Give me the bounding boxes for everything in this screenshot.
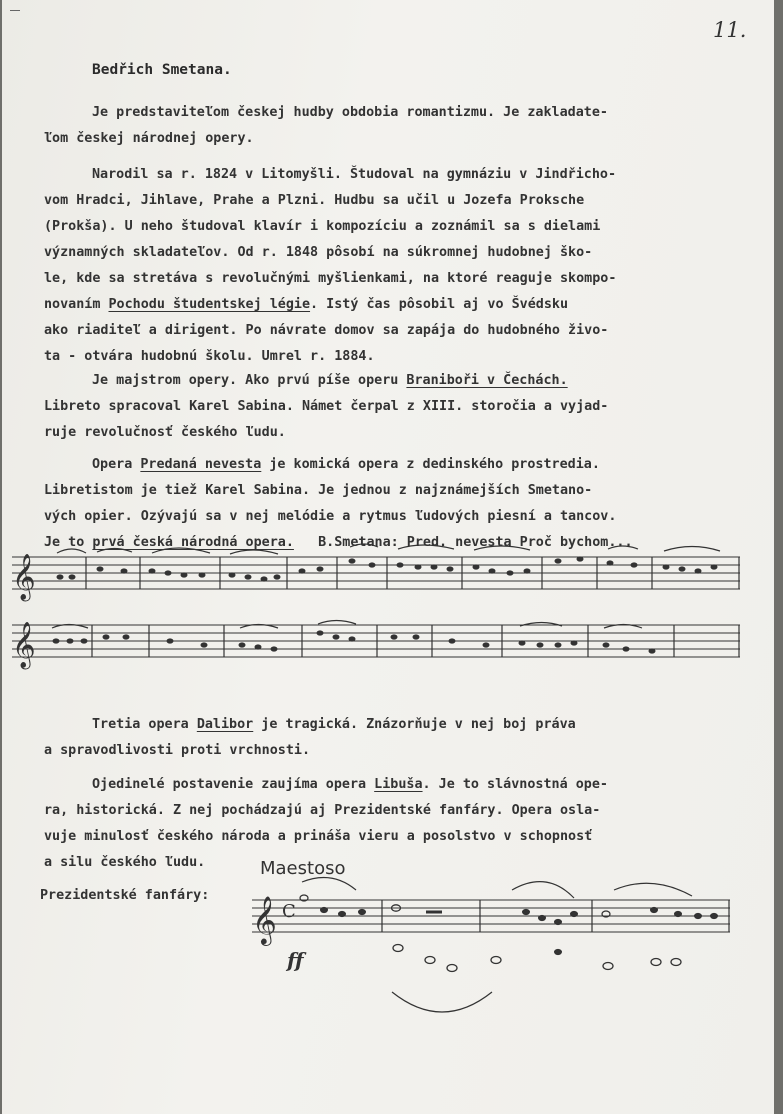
text-line: Narodil sa r. 1824 v Litomyšli. Študoval na gymnáziu v Jindřicho- bbox=[92, 167, 617, 182]
text-fragment: Je majstrom opery. Ako prvú píše operu bbox=[92, 373, 407, 388]
text-line: vom Hradci, Jihlave, Prahe a Plzni. Hudbu sa učil u Jozefa Proksche bbox=[44, 193, 585, 208]
text-fragment: B.Smetana: Pred. nevesta Proč bychom... bbox=[293, 535, 633, 550]
text-line: vuje minulosť českého národa a prináša vieru a posolstvo v schopnosť bbox=[44, 829, 593, 844]
text-line: ľom českej národnej opery. bbox=[44, 131, 254, 146]
treble-clef-icon: 𝄞 bbox=[12, 554, 36, 600]
tempo-marking: Maestoso bbox=[260, 858, 346, 879]
text-line: ra, historická. Z nej pochádzajú aj Prezidentské fanfáry. Opera osla- bbox=[44, 803, 601, 818]
text-line: ako riaditeľ a dirigent. Po návrate domov sa zapája do hudobného živo- bbox=[44, 323, 609, 338]
text-fragment: Opera bbox=[92, 457, 141, 472]
work-title: Pochodu študentskej légie bbox=[108, 297, 311, 312]
text-fragment: Tretia opera bbox=[92, 717, 197, 732]
text-fragment: je komická opera z dedinského prostredia. bbox=[261, 457, 600, 472]
text-line: Je predstaviteľom českej hudby obdobia romantizmu. Je zakladate- bbox=[92, 105, 608, 120]
document-page bbox=[2, 0, 774, 1114]
text-line: Libretistom je tiež Karel Sabina. Je jednou z najznámejších Smetano- bbox=[44, 483, 593, 498]
treble-clef-icon: 𝄞 bbox=[252, 895, 277, 944]
work-title: Libuša bbox=[374, 777, 423, 792]
page-title: Bedřich Smetana. bbox=[92, 62, 232, 78]
work-title: Dalibor bbox=[196, 717, 254, 732]
work-title: prvá česká národná opera. bbox=[92, 535, 294, 550]
page-number: 11. bbox=[713, 18, 747, 42]
text-line: a spravodlivosti proti vrchnosti. bbox=[44, 743, 311, 758]
text-line: Libreto spracoval Karel Sabina. Námet čerpal z XIII. storočia a vyjad- bbox=[44, 399, 609, 414]
text-fragment: Ojedinelé postavenie zaujíma opera bbox=[92, 777, 375, 792]
notes-fanfare bbox=[300, 895, 718, 925]
work-title: Braniboři v Čechách. bbox=[406, 373, 568, 388]
dynamic-marking: ff bbox=[287, 948, 304, 972]
text-fragment: . Istý čas pôsobil aj vo Švédsku bbox=[310, 297, 569, 312]
text-line: významných skladateľov. Od r. 1848 pôsobí na súkromnej hudobnej ško- bbox=[44, 245, 593, 260]
text-fragment: je tragická. Znázorňuje v nej boj práva bbox=[253, 717, 576, 732]
text-fragment: novaním bbox=[44, 297, 109, 312]
text-fragment: . Je to slávnostná ope- bbox=[422, 777, 608, 792]
work-title: Predaná nevesta bbox=[140, 457, 262, 472]
common-time-icon: C bbox=[282, 901, 296, 922]
treble-clef-icon: 𝄞 bbox=[12, 622, 36, 668]
fanfare-notation bbox=[2, 0, 774, 1114]
lower-voice-notes bbox=[393, 945, 681, 972]
text-line: le, kde sa stretáva s revolučnými myšlienkami, na ktoré reaguje skompo- bbox=[44, 271, 617, 286]
text-line: ruje revolučnosť českého ľudu. bbox=[44, 425, 286, 440]
text-line: a silu českého ľudu. bbox=[44, 855, 206, 870]
slurs-fanfare bbox=[302, 878, 692, 1013]
staff-fanfare bbox=[252, 900, 730, 932]
text-fragment: Je to bbox=[44, 535, 93, 550]
fanfare-label: Prezidentské fanfáry: bbox=[40, 888, 210, 903]
text-line: ta - otvára hudobnú školu. Umrel r. 1884. bbox=[44, 349, 375, 364]
text-line: vých opier. Ozývajú sa v nej melódie a rytmus ľudových piesní a tancov. bbox=[44, 509, 617, 524]
text-line: (Prokša). U neho študoval klavír i kompozíciu a zoznámil sa s dielami bbox=[44, 219, 601, 234]
